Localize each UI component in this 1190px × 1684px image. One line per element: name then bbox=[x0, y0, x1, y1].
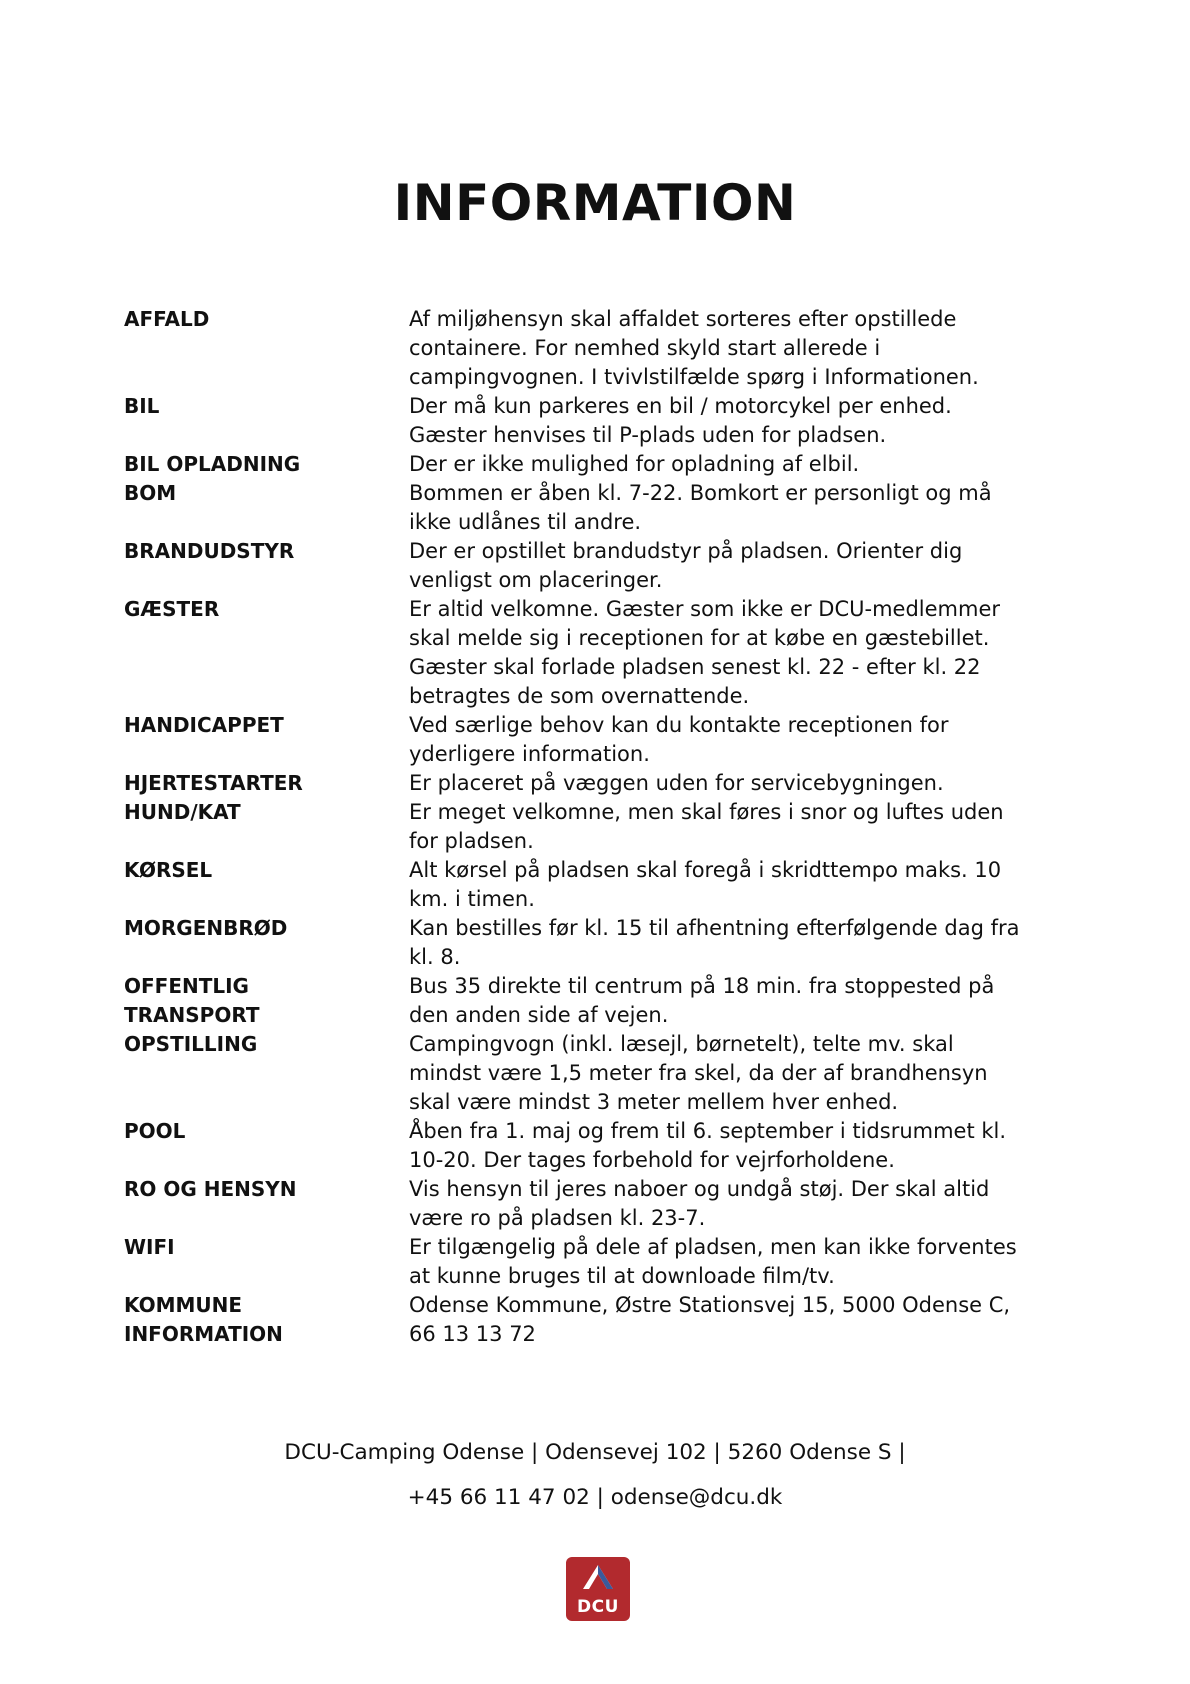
info-text: Der må kun parkeres en bil / motorcykel per enhed. Gæster henvises til P-plads uden for pladsen. bbox=[409, 394, 952, 447]
info-label: HJERTESTARTER bbox=[124, 771, 303, 795]
info-label: GÆSTER bbox=[124, 597, 220, 621]
info-label: MORGENBRØD bbox=[124, 916, 288, 940]
info-row-hund-kat bbox=[124, 798, 1074, 856]
info-text: Der er opstillet brandudstyr på pladsen. Orienter dig venligst om placeringer. bbox=[409, 539, 963, 592]
info-label: KOMMUNE INFORMATION bbox=[124, 1293, 283, 1346]
info-row-bil bbox=[124, 392, 1074, 450]
info-label: OPSTILLING bbox=[124, 1032, 258, 1056]
info-row-ro-og-hensyn bbox=[124, 1175, 1074, 1233]
info-text: Er placeret på væggen uden for servicebygningen. bbox=[409, 771, 944, 795]
info-text: Ved særlige behov kan du kontakte receptionen for yderligere information. bbox=[409, 713, 949, 766]
info-text: Åben fra 1. maj og frem til 6. september i tidsrummet kl. 10-20. Der tages forbehold for vejrforholdene. bbox=[409, 1119, 1007, 1172]
footer-contact: +45 66 11 47 02 | odense@dcu.dk bbox=[407, 1485, 783, 1510]
info-row-pool bbox=[124, 1117, 1074, 1175]
info-label: OFFENTLIG TRANSPORT bbox=[124, 974, 260, 1027]
info-label: POOL bbox=[124, 1119, 186, 1143]
info-text: Er tilgængelig på dele af pladsen, men kan ikke forventes at kunne bruges til at downloade film/tv. bbox=[409, 1235, 1017, 1288]
info-row-gaester bbox=[124, 595, 1074, 711]
info-text: Alt kørsel på pladsen skal foregå i skridttempo maks. 10 km. i timen. bbox=[409, 858, 1002, 911]
tent-icon bbox=[578, 1563, 618, 1591]
info-text: Af miljøhensyn skal affaldet sorteres efter opstillede containere. For nemhed skyld start allerede i campingvognen. I tvivlstilfælde spørg i Informationen. bbox=[409, 307, 979, 389]
info-label: BIL OPLADNING bbox=[124, 452, 301, 476]
info-row-hjertestarter bbox=[124, 769, 1074, 798]
info-row-wifi bbox=[124, 1233, 1074, 1291]
info-text: Odense Kommune, Østre Stationsvej 15, 5000 Odense C, 66 13 13 72 bbox=[409, 1293, 1011, 1346]
info-label: HUND/KAT bbox=[124, 800, 241, 824]
info-label: BOM bbox=[124, 481, 177, 505]
info-label: BIL bbox=[124, 394, 160, 418]
info-row-morgenbroed bbox=[124, 914, 1074, 972]
info-text: Der er ikke mulighed for opladning af elbil. bbox=[409, 452, 860, 476]
info-text: Bommen er åben kl. 7-22. Bomkort er personligt og må ikke udlånes til andre. bbox=[409, 481, 992, 534]
info-label: BRANDUDSTYR bbox=[124, 539, 295, 563]
info-list bbox=[124, 305, 1074, 1349]
info-text: Campingvogn (inkl. læsejl, børnetelt), telte mv. skal mindst være 1,5 meter fra skel, da der af brandhensyn skal være mindst 3 meter mellem hver enhed. bbox=[409, 1032, 988, 1114]
info-row-koersel bbox=[124, 856, 1074, 914]
info-text: Kan bestilles før kl. 15 til afhentning efterfølgende dag fra kl. 8. bbox=[409, 916, 1020, 969]
page-title: INFORMATION bbox=[393, 174, 797, 232]
footer-address: DCU-Camping Odense | Odensevej 102 | 5260 Odense S | bbox=[284, 1440, 906, 1465]
info-row-offentlig-transport bbox=[124, 972, 1074, 1030]
info-label: WIFI bbox=[124, 1235, 175, 1259]
info-row-handicappet bbox=[124, 711, 1074, 769]
info-row-bil-opladning bbox=[124, 450, 1074, 479]
info-label: AFFALD bbox=[124, 307, 210, 331]
info-text: Er altid velkomne. Gæster som ikke er DCU-medlemmer skal melde sig i receptionen for at købe en gæstebillet. Gæster skal forlade pladsen senest kl. 22 - efter kl. 22 betragtes de som overnattende. bbox=[409, 597, 1000, 708]
info-row-kommune-information bbox=[124, 1291, 1074, 1349]
info-row-opstilling bbox=[124, 1030, 1074, 1117]
info-label: HANDICAPPET bbox=[124, 713, 284, 737]
info-label: KØRSEL bbox=[124, 858, 213, 882]
info-row-brandudstyr bbox=[124, 537, 1074, 595]
info-text: Bus 35 direkte til centrum på 18 min. fra stoppested på den anden side af vejen. bbox=[409, 974, 995, 1027]
info-label: RO OG HENSYN bbox=[124, 1177, 297, 1201]
info-text: Er meget velkomne, men skal føres i snor og luftes uden for pladsen. bbox=[409, 800, 1004, 853]
dcu-logo bbox=[566, 1557, 630, 1621]
info-text: Vis hensyn til jeres naboer og undgå støj. Der skal altid være ro på pladsen kl. 23-7. bbox=[409, 1177, 990, 1230]
info-row-bom bbox=[124, 479, 1074, 537]
info-row-affald bbox=[124, 305, 1074, 392]
logo-text: DCU bbox=[577, 1597, 619, 1617]
